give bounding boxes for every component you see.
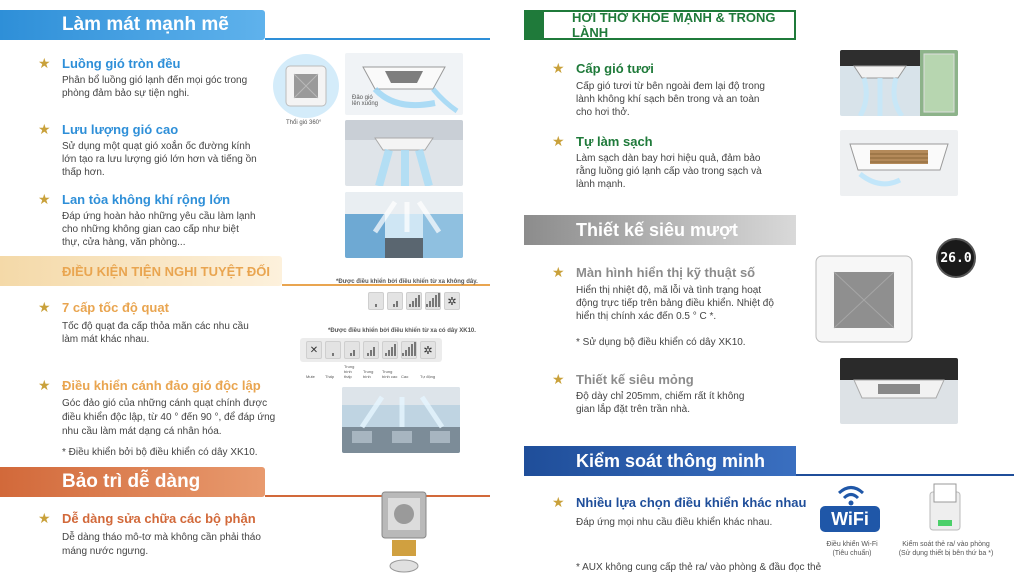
design-banner-title: Thiết kế siêu mượt xyxy=(576,219,738,240)
star-icon: ★ xyxy=(38,377,51,393)
speed-label: Tự động xyxy=(420,374,436,379)
wired-speed-panel xyxy=(300,338,442,362)
speed-label: Trung bình cao xyxy=(382,369,398,379)
feature-title: Luồng gió tròn đều xyxy=(62,56,181,71)
louver-room-image xyxy=(342,387,460,453)
design-footnote: * Sử dụng bộ điều khiển có dây XK10. xyxy=(576,337,746,348)
fan-auto-icon: ✲ xyxy=(420,341,436,359)
wireless-remote-note: *Được điều khiển bởi điều khiển từ xa không dây. xyxy=(336,279,478,285)
speed-level-icon xyxy=(387,292,403,310)
self-clean-image xyxy=(840,130,958,196)
speed-label: Cao xyxy=(401,374,409,379)
comfort-footnote: * Điều khiển bởi bộ điều khiển có dây XK10. xyxy=(62,447,258,458)
smart-footnote: * AUX không cung cấp thẻ ra/ vào phòng & đầu đọc thẻ xyxy=(576,562,822,573)
star-icon: ★ xyxy=(38,121,51,137)
smart-banner-title: Kiểm soát thông minh xyxy=(576,450,765,471)
speed-level-icon xyxy=(368,292,384,310)
wifi-caption xyxy=(812,540,892,558)
feature-desc: Đáp ứng hoàn hảo những yêu cầu làm lạnh cho những không gian cao cấp như biệt thự, cửa hàng, văn phòng... xyxy=(62,211,256,248)
wifi-badge-label: WiFi xyxy=(831,508,869,529)
feature-title: Thiết kế siêu mỏng xyxy=(576,372,694,387)
speed-level-icon xyxy=(363,341,379,359)
mute-icon: ✕ xyxy=(306,341,322,359)
star-icon: ★ xyxy=(38,55,51,71)
star-icon: ★ xyxy=(38,191,51,207)
star-icon: ★ xyxy=(552,133,565,149)
wifi-icon xyxy=(836,484,866,506)
cooling-banner xyxy=(0,10,265,40)
star-icon: ★ xyxy=(552,264,565,280)
card-caption xyxy=(896,540,996,558)
star-icon: ★ xyxy=(38,510,51,526)
digital-display-icon xyxy=(936,238,976,278)
wind360-label: Thổi gió 360° xyxy=(286,120,322,126)
wifi-badge xyxy=(820,506,880,532)
slim-design-image xyxy=(840,358,958,424)
fan-auto-icon: ✲ xyxy=(444,292,460,310)
cassette-panel-image xyxy=(810,250,928,346)
star-icon: ★ xyxy=(552,494,565,510)
feature-title: Nhiều lựa chọn điều khiển khác nhau xyxy=(576,495,807,510)
speed-level-icon xyxy=(382,341,398,359)
fresh-air-image xyxy=(840,50,958,116)
smart-banner-line xyxy=(796,474,1014,476)
wired-remote-note: *Được điều khiển bởi điều khiển từ xa có dây XK10. xyxy=(328,328,476,334)
speed-label: Trung bình thấp xyxy=(344,364,355,379)
feature-title: Lưu lượng gió cao xyxy=(62,122,179,137)
feature-title: Màn hình hiển thị kỹ thuật số xyxy=(576,265,756,280)
card-caption-line: Kiểm soát thẻ ra/ vào phòng xyxy=(902,541,990,548)
feature-desc: Độ dày chỉ 205mm, chiếm rất ít không gian lắp đặt trên trần nhà. xyxy=(576,391,745,415)
card-caption-line: (Sử dụng thiết bị bên thứ ba *) xyxy=(898,550,994,557)
feature-title: Dễ dàng sửa chữa các bộ phận xyxy=(62,511,256,526)
feature-title: Cấp gió tươi xyxy=(576,61,654,76)
feature-desc: Dễ dàng tháo mô-tơ mà không cần phải tháo máng nước ngưng. xyxy=(62,532,261,557)
feature-title: 7 cấp tốc độ quạt xyxy=(62,300,169,315)
office-space-image xyxy=(345,192,463,258)
wifi-caption-line: Điều khiển Wi-Fi xyxy=(826,541,878,548)
wifi-caption-line: (Tiêu chuẩn) xyxy=(832,550,872,557)
feature-title: Lan tỏa không khí rộng lớn xyxy=(62,192,231,207)
comfort-banner xyxy=(0,256,282,286)
speed-level-icon xyxy=(401,341,417,359)
maintenance-banner xyxy=(0,467,265,497)
speed-level-icon xyxy=(325,341,341,359)
star-icon: ★ xyxy=(38,299,51,315)
feature-desc: Hiển thị nhiệt độ, mã lỗi và tình trạng hoạt động trực tiếp trên bảng điều khiển. Nhiệt độ hiển thị chính xác đến 0.5 ° C *. xyxy=(576,285,774,322)
health-banner-title: HƠI THỞ KHỎE MẠNH & TRONG LÀNH xyxy=(572,10,776,40)
design-banner xyxy=(524,215,796,245)
cassette-360-image xyxy=(272,50,340,120)
feature-desc: Góc đảo gió của những cánh quạt chính được điều khiển độc lập, từ 40 ° đến 90 °, để đáp ứng nhu cầu làm mát dạng cá nhân hóa. xyxy=(62,398,276,437)
display-value: 26.0 xyxy=(940,250,972,266)
speed-level-icon xyxy=(406,292,422,310)
speed-label: Mute xyxy=(306,374,315,379)
health-banner xyxy=(524,10,796,40)
star-icon: ★ xyxy=(552,60,565,76)
feature-desc: Phân bổ luồng gió lạnh đến mọi góc trong phòng đảm bảo sự tiện nghi. xyxy=(62,75,248,99)
maintenance-banner-title: Bảo trì dễ dàng xyxy=(62,471,201,492)
feature-title: Điều khiển cánh đảo gió độc lập xyxy=(62,378,261,393)
feature-desc: Sử dụng một quạt gió xoắn ốc đường kính lớn tạo ra lưu lượng gió lớn hơn và tiếng ồn thấp hơn. xyxy=(62,141,257,178)
feature-desc: Đáp ứng mọi nhu cầu điều khiển khác nhau. xyxy=(576,517,773,528)
motor-part-image xyxy=(378,490,430,576)
airflow-label: Đảo gió lên xuống xyxy=(352,95,379,107)
speed-level-icon xyxy=(425,292,441,310)
health-banner-accent xyxy=(524,10,544,40)
wireless-speed-panel xyxy=(368,292,460,310)
comfort-banner-title: ĐIỀU KIỆN TIỆN NGHI TUYỆT ĐỐI xyxy=(62,263,271,279)
feature-desc: Cấp gió tươi từ bên ngoài đem lại độ trong lành không khí sạch bên trong và an toàn cho hơi thở. xyxy=(576,81,765,118)
feature-title: Tự làm sạch xyxy=(576,134,653,149)
cooling-banner-line xyxy=(265,38,490,40)
cooling-banner-title: Làm mát mạnh mẽ xyxy=(62,14,229,35)
speed-labels xyxy=(306,364,436,379)
feature-desc: Làm sạch dàn bay hơi hiệu quả, đảm bảo rằng luồng gió lạnh cấp vào trong sạch và lành mạnh. xyxy=(576,153,762,190)
star-icon: ★ xyxy=(552,371,565,387)
smart-banner xyxy=(524,446,796,476)
card-reader-image xyxy=(928,482,962,532)
speed-label: Trung bình xyxy=(363,369,374,379)
high-airflow-image xyxy=(345,120,463,186)
speed-level-icon xyxy=(344,341,360,359)
feature-desc: Tốc độ quạt đa cấp thỏa mãn các nhu cầu làm mát khác nhau. xyxy=(62,321,249,345)
speed-label: Thấp xyxy=(325,374,335,379)
